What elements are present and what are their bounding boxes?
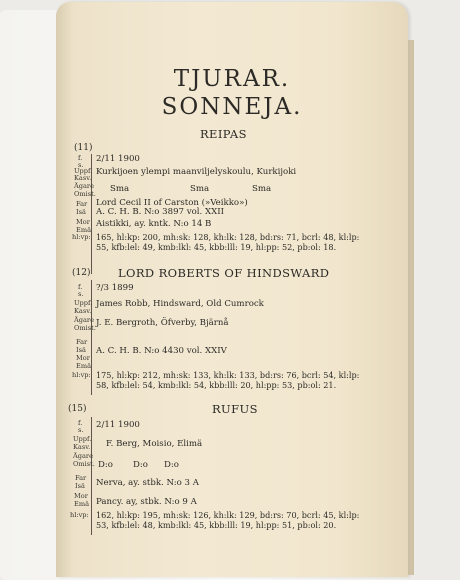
measurements-line-2: 53, kfb:lel: 48, kmb:lkl: 45, kbb:lll: 19, hl:pp: 51, pb:ol: 20. xyxy=(96,520,337,530)
label-kasv: Kasv. xyxy=(73,443,91,451)
entry-title: REIPAS xyxy=(200,127,247,141)
label-kasv: Kasv. xyxy=(74,307,92,315)
page-edge xyxy=(408,40,414,575)
label-uppf: Uppf. xyxy=(73,435,92,443)
measurements-line-2: 58, kfb:lel: 54, kmb:lkl: 54, kbb:lll: 20, hl:pp: 53, pb:ol: 21. xyxy=(96,380,337,390)
label-mor: Mor xyxy=(74,492,88,500)
measurements-line-2: 55, kfb:lel: 49, kmb:lkl: 45, kbb:lll: 19, hl:pp: 52, pb:ol: 18. xyxy=(96,242,337,252)
label-omist: Omist. xyxy=(74,190,96,198)
label-f: f. xyxy=(78,283,83,291)
sire-reference: A. C. H. B. N:o 3897 vol. XXII xyxy=(96,207,225,217)
label-isa: Isä xyxy=(76,346,86,354)
label-s: s. xyxy=(78,426,84,434)
owner-2: D:o xyxy=(133,460,148,470)
page-subtitle: SONNEJA. xyxy=(161,94,303,120)
entry-number: (15) xyxy=(68,404,87,414)
label-s: s. xyxy=(78,290,84,298)
label-ema: Emä xyxy=(76,362,91,370)
measurements-line-1: 162, hl:kp: 195, mh:sk: 126, kh:lk: 129, bd:rs: 70, bcrl: 45, kl:lp: xyxy=(96,510,360,520)
label-hl-vp: hl:vp: xyxy=(70,511,89,519)
breeder: F. Berg, Moisio, Elimä xyxy=(106,439,203,449)
entry-number: (11) xyxy=(74,143,93,153)
label-agare: Ägare xyxy=(73,452,93,460)
label-uppf: Uppf. xyxy=(74,167,93,175)
label-hl-vp: hl:vp: xyxy=(72,233,91,241)
label-divider xyxy=(91,280,92,395)
owner-3: D:o xyxy=(164,460,179,470)
label-kasv: Kasv. xyxy=(74,174,92,182)
label-far: Far xyxy=(76,338,88,346)
label-agare: Ägare xyxy=(74,182,94,190)
label-mor: Mor xyxy=(76,218,90,226)
label-f: f. xyxy=(78,419,83,427)
label-omist: Omist. xyxy=(73,460,95,468)
label-mor: Mor xyxy=(76,354,90,362)
measurements-line-1: 165, hl:kp: 200, mh:sk: 128, kh:lk: 128, bd:rs: 71, bcrl: 48, kl:lp: xyxy=(96,232,360,242)
birth-date: 2/11 1900 xyxy=(96,420,140,430)
label-uppf: Uppf. xyxy=(74,299,93,307)
breeder: Kurkijoen ylempi maanviljelyskoulu, Kurkijoki xyxy=(96,167,297,177)
sire-reference: A. C. H. B. N:o 4430 vol. XXIV xyxy=(96,346,227,356)
owner-1: D:o xyxy=(98,460,113,470)
label-ema: Emä xyxy=(76,226,91,234)
label-agare: Ägare xyxy=(74,316,94,324)
label-far: Far xyxy=(76,200,88,208)
owner-2: Sma xyxy=(190,184,210,194)
book-page xyxy=(56,2,408,577)
dam: Pancy. ay, stbk. N:o 9 A xyxy=(96,497,197,507)
measurements-line-1: 175, hl:kp: 212, mh:sk: 133, kh:lk: 133, bd:rs: 76, bcrl: 54, kl:lp: xyxy=(96,370,360,380)
page-title: TJURAR. xyxy=(173,66,291,92)
entry-title: RUFUS xyxy=(212,402,258,416)
sire: Nerva, ay. stbk. N:o 3 A xyxy=(96,478,199,488)
label-far: Far xyxy=(75,474,87,482)
birth-date: ?/3 1899 xyxy=(96,283,134,293)
sire: Lord Cecil II of Carston (»Veikko») xyxy=(96,198,248,208)
birth-date: 2/11 1900 xyxy=(96,154,140,164)
breeder: James Robb, Hindsward, Old Cumrock xyxy=(96,299,264,309)
dam: Aistikki, ay. kntk. N:o 14 B xyxy=(96,219,212,229)
label-omist: Omist. xyxy=(74,324,96,332)
label-isa: Isä xyxy=(75,482,85,490)
label-f: f. xyxy=(78,154,83,162)
label-ema: Emä xyxy=(74,500,89,508)
owner-3: Sma xyxy=(252,184,272,194)
label-s: s. xyxy=(78,161,84,169)
owner: J. E. Bergroth, Öfverby, Bjärnå xyxy=(96,318,229,328)
entry-title: LORD ROBERTS OF HINDSWARD xyxy=(118,266,330,280)
owner-1: Sma xyxy=(110,184,130,194)
entry-number: (12) xyxy=(72,268,91,278)
label-isa: Isä xyxy=(76,208,86,216)
label-hl-vp: hl:vp: xyxy=(72,371,91,379)
